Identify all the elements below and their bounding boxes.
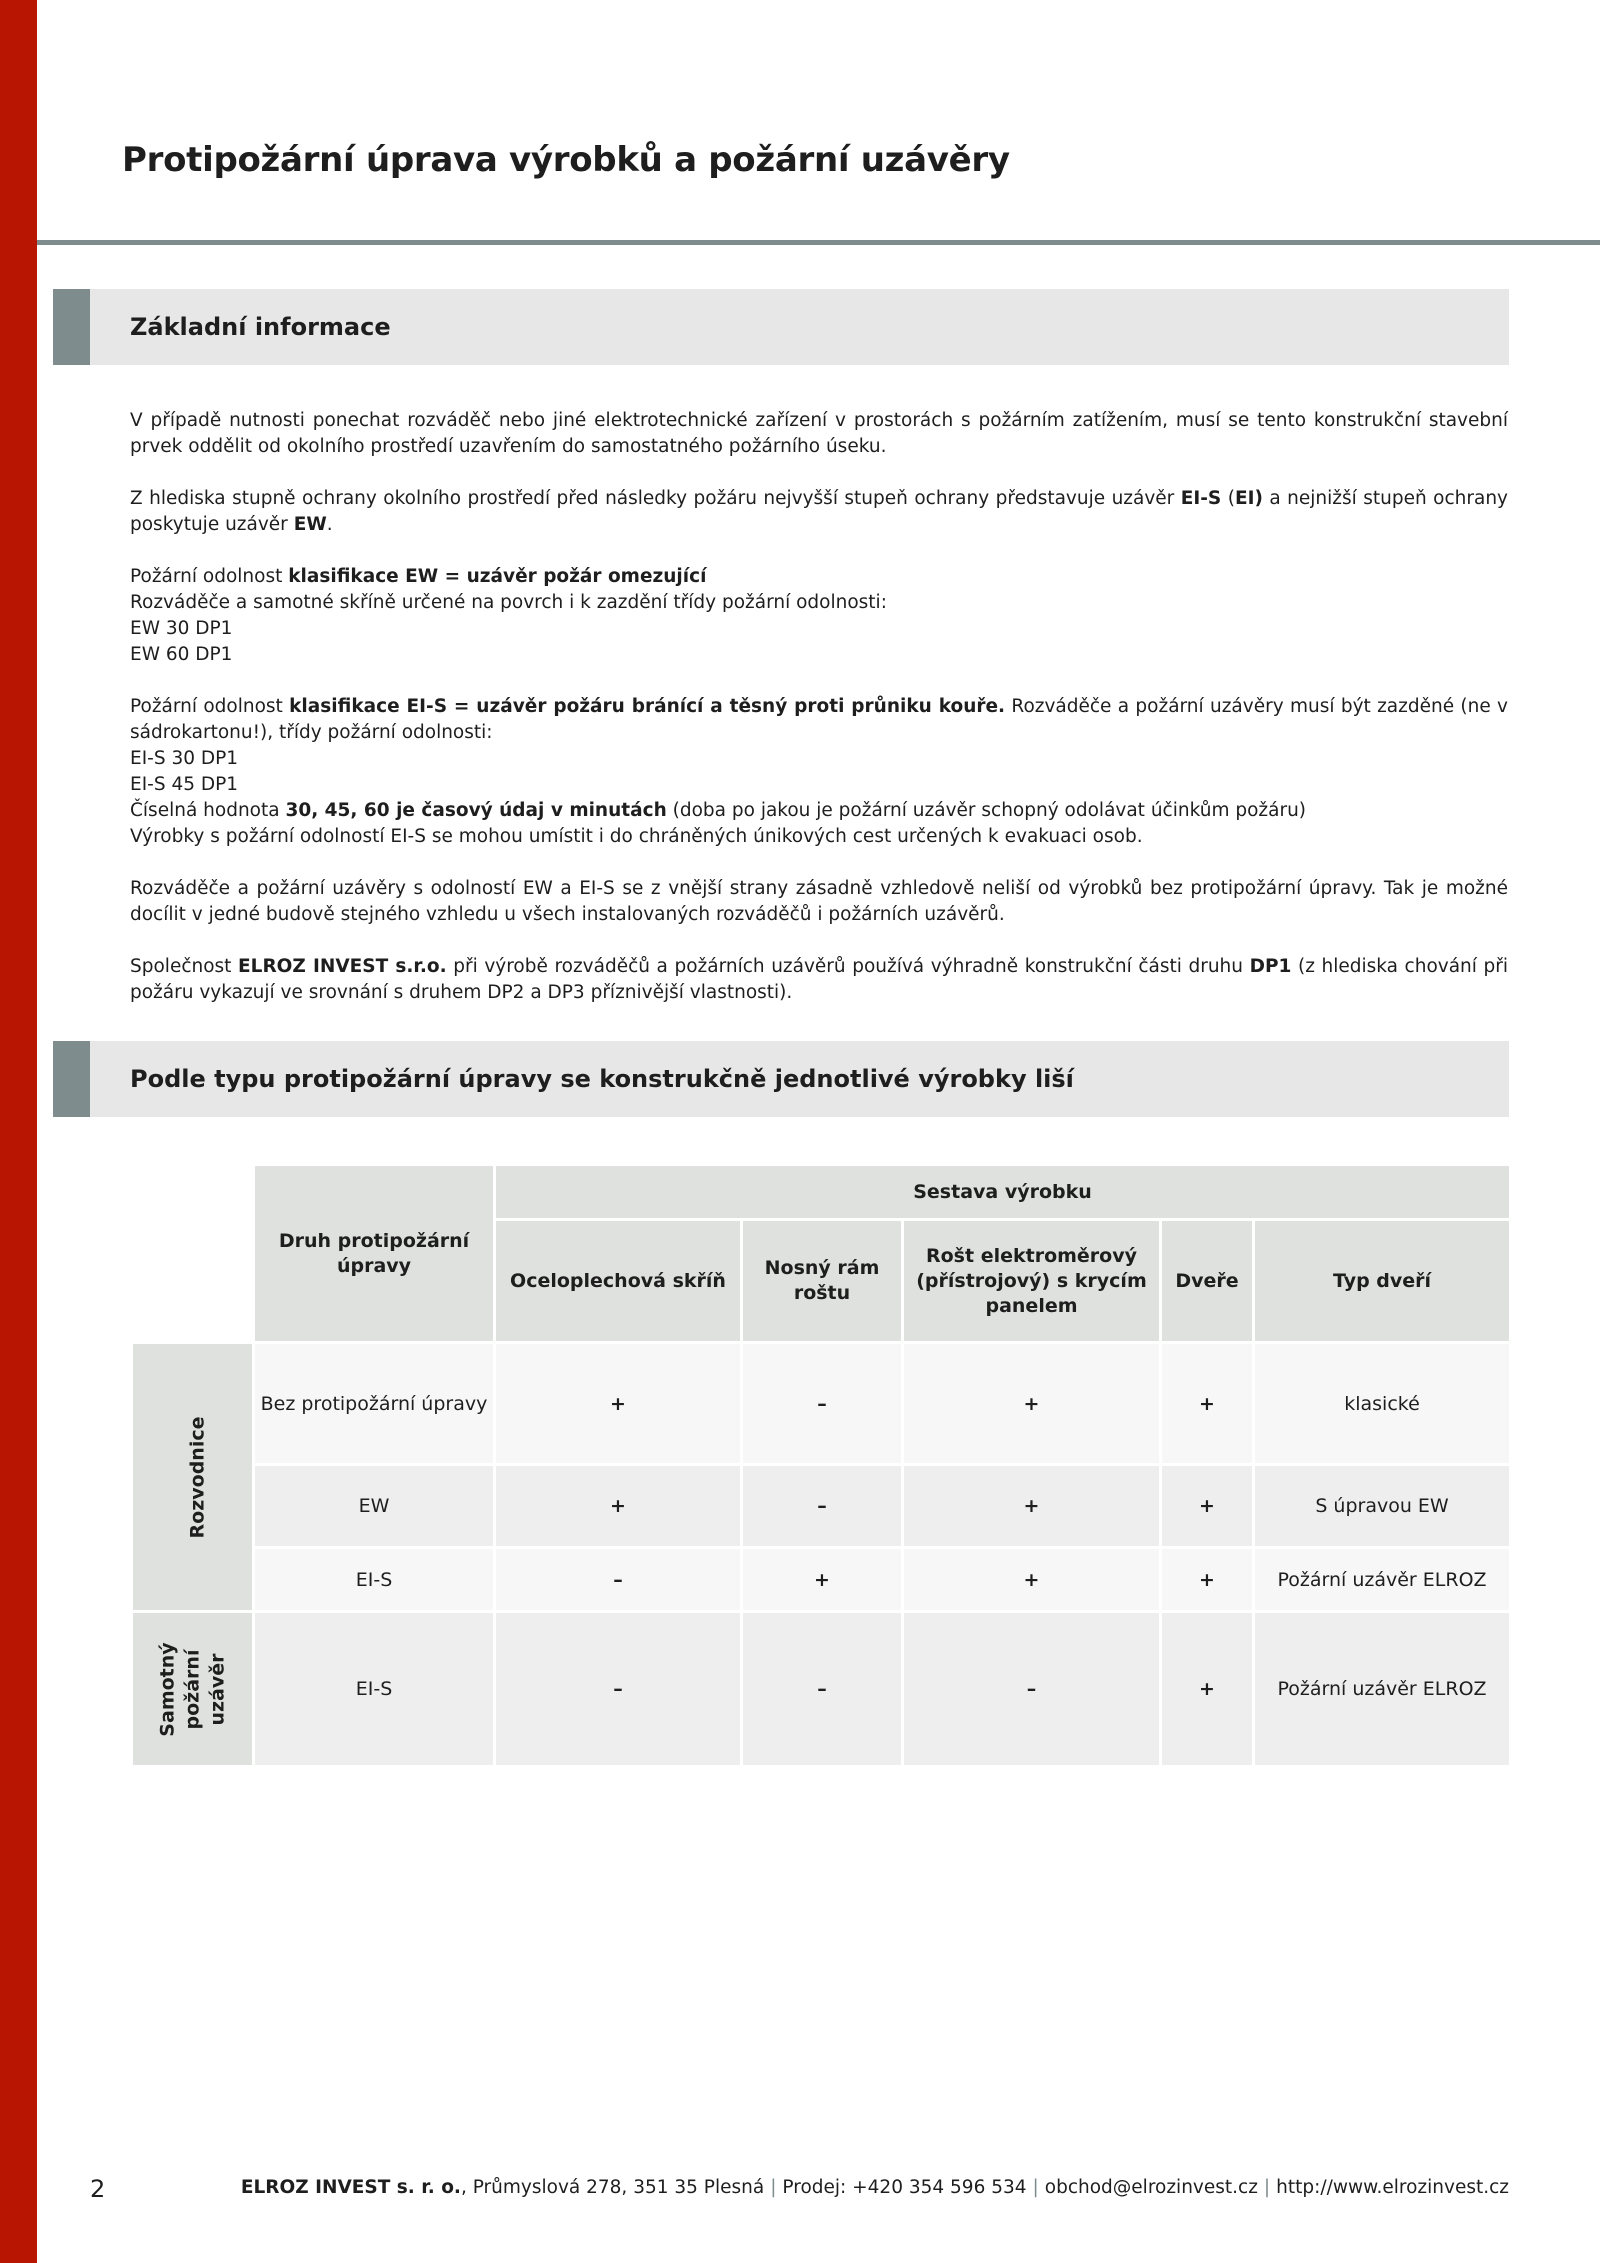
line: EI-S 45 DP1 <box>130 774 239 795</box>
line <box>130 694 1508 746</box>
paragraph-intro: V případě nutnosti ponechat rozváděč nebo jiné elektrotechnické zařízení v prostorách s požárním zatížením, musí se tento konstrukční stavební prvek oddělit od okolního prostředí uzavřením do samostatného požárního úseku. <box>130 410 1508 457</box>
line: EI-S 30 DP1 <box>130 748 239 769</box>
text-bold: ELROZ INVEST s.r.o. <box>238 956 447 977</box>
line: EW 30 DP1 <box>130 618 233 639</box>
table-cell: + <box>1162 1549 1252 1610</box>
column-header-type: Druh protipožární úpravy <box>255 1166 493 1341</box>
table-cell: + <box>496 1466 740 1546</box>
section-heading-types <box>53 1041 1509 1117</box>
table-cell: – <box>743 1613 901 1765</box>
text-bold: 30, 45, 60 je časový údaj v minutách <box>285 800 667 821</box>
table-cell: + <box>904 1344 1159 1463</box>
table-cell: Požární uzávěr ELROZ <box>1255 1613 1509 1765</box>
page-number: 2 <box>90 2175 106 2203</box>
table-cell: + <box>904 1549 1159 1610</box>
column-header: Typ dveří <box>1255 1221 1509 1341</box>
footer-separator: | <box>1263 2177 1271 2198</box>
table-cell: EW <box>255 1466 493 1546</box>
table-cell: – <box>904 1613 1159 1765</box>
paragraph-eis <box>130 694 1508 850</box>
table-row <box>133 1549 1509 1610</box>
column-header: Rošt elektroměrový (přístrojový) s krycím panelem <box>904 1221 1159 1341</box>
text: Společnost <box>130 956 239 977</box>
line: Rozváděče a samotné skříně určené na povrch i k zazdění třídy požární odolnosti: <box>130 592 887 613</box>
text: (z hlediska chování při požáru vykazují ve srovnání s druhem DP2 a DP3 příznivější vlastnosti). <box>130 956 1508 1003</box>
table-cell: + <box>1162 1613 1252 1765</box>
table-corner <box>133 1166 252 1341</box>
text: Rozváděče a požární uzávěry musí být zazděné (ne v sádrokartonu!), třídy požární odolnosti: <box>130 696 1509 743</box>
body-text <box>130 408 1508 1032</box>
table-cell: – <box>743 1344 901 1463</box>
table-cell: – <box>496 1549 740 1610</box>
table-cell: + <box>496 1344 740 1463</box>
text-bold: DP1 <box>1249 956 1292 977</box>
paragraph-company <box>130 954 1508 1006</box>
footer-address: , Průmyslová 278, 351 35 Plesná <box>460 2177 765 2198</box>
text: Z hlediska stupně ochrany okolního prostředí před následky požáru nejvyšší stupeň ochrany představuje uzávěr <box>130 488 1181 509</box>
table-cell: + <box>743 1549 901 1610</box>
section-heading-text: Základní informace <box>130 313 391 341</box>
column-header: Oceloplechová skříň <box>496 1221 740 1341</box>
line: Výrobky s požární odolností EI-S se mohou umístit i do chráněných únikových cest určených k evakuaci osob. <box>130 826 1143 847</box>
text: Samotný požární uzávěr <box>156 1641 228 1737</box>
section-heading-text: Podle typu protipožární úpravy se konstrukčně jednotlivé výrobky liší <box>130 1065 1074 1093</box>
paragraph-appearance: Rozváděče a požární uzávěry s odolností EW a EI-S se z vnější strany zásadně vzhledově neliší od výrobků bez protipožární úpravy. Tak je možné docílit v jedné budově stejného vzhledu u všech instalovaných rozváděčů i požárních uzávěrů. <box>130 878 1508 925</box>
table-cell: – <box>496 1613 740 1765</box>
column-header: Dveře <box>1162 1221 1252 1341</box>
line <box>130 798 1508 824</box>
table-cell: + <box>1162 1344 1252 1463</box>
text-bold: klasifikace EI-S = uzávěr požáru bránící a těsný proti průniku kouře. <box>289 696 1006 717</box>
fire-protection-table <box>130 1163 1512 1768</box>
text-bold: klasifikace EW = uzávěr požár omezující <box>288 566 707 587</box>
text-bold: EI) <box>1234 488 1263 509</box>
footer-separator: | <box>770 2177 777 2198</box>
table-row <box>133 1613 1509 1765</box>
footer-sales: Prodej: +420 354 596 534 <box>782 2177 1027 2198</box>
text: Požární odolnost <box>130 566 289 587</box>
text: (doba po jakou je požární uzávěr schopný odolávat účinkům požáru) <box>666 800 1307 821</box>
table-cell: + <box>904 1466 1159 1546</box>
text: při výrobě rozváděčů a požárních uzávěrů používá výhradně konstrukční části druhu <box>446 956 1250 977</box>
column-header: Nosný rám roštu <box>743 1221 901 1341</box>
table-row <box>133 1344 1509 1463</box>
text: Požární odolnost <box>130 696 290 717</box>
footer-web-link[interactable]: http://www.elrozinvest.cz <box>1276 2177 1509 2198</box>
row-group-label <box>133 1613 252 1765</box>
table-cell: klasické <box>1255 1344 1509 1463</box>
text-bold: EW <box>293 514 327 535</box>
text: Rozvodnice <box>186 1416 209 1538</box>
title-rule <box>37 240 1600 245</box>
section-tab-marker <box>53 1041 90 1117</box>
table-row <box>133 1466 1509 1546</box>
footer <box>241 2177 1509 2198</box>
text-bold: EI-S <box>1180 488 1222 509</box>
footer-company: ELROZ INVEST s. r. o. <box>240 2177 461 2198</box>
text: Číselná hodnota <box>130 800 286 821</box>
paragraph-ew <box>130 564 1508 668</box>
row-group-label <box>133 1344 252 1610</box>
text: . <box>326 514 333 535</box>
text: a nejnižší stupeň ochrany poskytuje uzávěr <box>130 488 1508 535</box>
section-tab-marker <box>53 289 90 365</box>
text: ( <box>1221 488 1235 509</box>
table-cell: – <box>743 1466 901 1546</box>
table-cell: EI-S <box>255 1613 493 1765</box>
paragraph-protection-levels <box>130 486 1508 538</box>
column-group-header: Sestava výrobku <box>496 1166 1509 1218</box>
footer-email-link[interactable]: obchod@elrozinvest.cz <box>1044 2177 1258 2198</box>
section-heading-basic-info <box>53 289 1509 365</box>
red-side-bar <box>0 0 37 2263</box>
footer-separator: | <box>1032 2177 1039 2198</box>
page-title: Protipožární úprava výrobků a požární uzávěry <box>122 140 1010 180</box>
line <box>130 564 1508 590</box>
line: EW 60 DP1 <box>130 644 233 665</box>
table-cell: S úpravou EW <box>1255 1466 1509 1546</box>
table-cell: + <box>1162 1466 1252 1546</box>
table-cell: Bez protipožární úpravy <box>255 1344 493 1463</box>
table-cell: EI-S <box>255 1549 493 1610</box>
table-cell: Požární uzávěr ELROZ <box>1255 1549 1509 1610</box>
